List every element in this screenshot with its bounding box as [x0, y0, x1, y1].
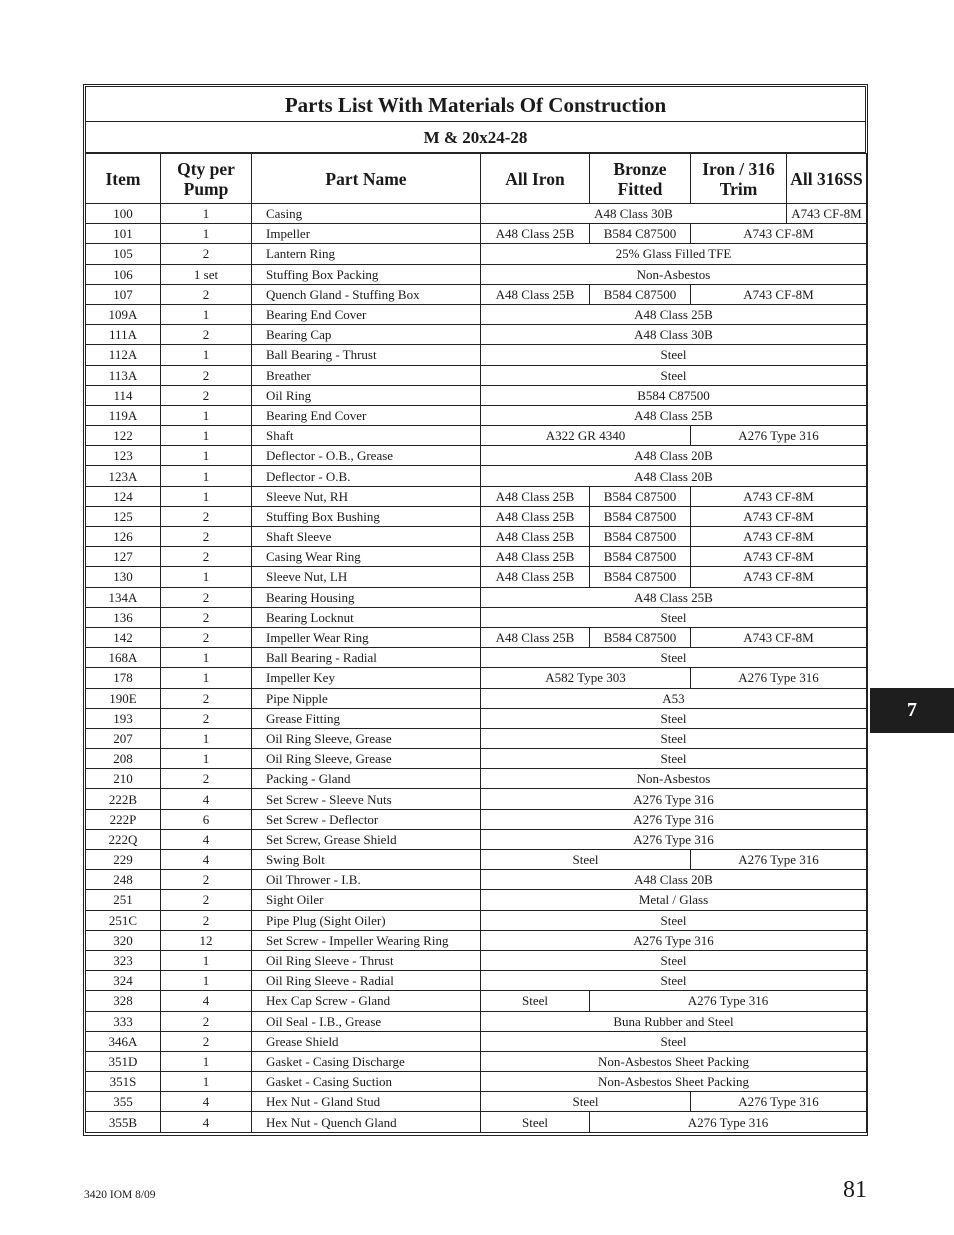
item-cell: 248 [86, 870, 161, 890]
item-cell: 136 [86, 607, 161, 627]
part-name-cell: Bearing Housing [252, 587, 481, 607]
part-name-cell: Breather [252, 365, 481, 385]
qty-cell: 2 [161, 607, 252, 627]
part-name-cell: Impeller [252, 224, 481, 244]
material-cell: A276 Type 316 [691, 668, 867, 688]
part-name-cell: Ball Bearing - Thrust [252, 345, 481, 365]
table-row [86, 527, 867, 547]
part-name-cell: Shaft Sleeve [252, 527, 481, 547]
item-cell: 134A [86, 587, 161, 607]
qty-cell: 1 [161, 1072, 252, 1092]
item-cell: 109A [86, 304, 161, 324]
qty-cell: 1 [161, 486, 252, 506]
part-name-cell: Pipe Plug (Sight Oiler) [252, 910, 481, 930]
material-cell: B584 C87500 [590, 527, 691, 547]
part-name-cell: Impeller Key [252, 668, 481, 688]
table-row [86, 769, 867, 789]
material-cell: A48 Class 20B [481, 870, 867, 890]
part-name-cell: Hex Nut - Quench Gland [252, 1112, 481, 1132]
table-row [86, 345, 867, 365]
material-cell: Steel [481, 365, 867, 385]
part-name-cell: Packing - Gland [252, 769, 481, 789]
part-name-cell: Bearing End Cover [252, 405, 481, 425]
material-cell: B584 C87500 [590, 627, 691, 647]
item-cell: 168A [86, 648, 161, 668]
item-cell: 222Q [86, 829, 161, 849]
table-row [86, 668, 867, 688]
item-cell: 123A [86, 466, 161, 486]
part-name-cell: Sight Oiler [252, 890, 481, 910]
material-cell: A48 Class 25B [481, 506, 590, 526]
material-cell: Steel [481, 1092, 691, 1112]
item-cell: 113A [86, 365, 161, 385]
part-name-cell: Stuffing Box Bushing [252, 506, 481, 526]
table-row [86, 910, 867, 930]
material-cell: A48 Class 25B [481, 486, 590, 506]
material-cell: A276 Type 316 [481, 789, 867, 809]
table-row [86, 587, 867, 607]
part-name-cell: Oil Ring Sleeve, Grease [252, 749, 481, 769]
material-cell: Steel [481, 708, 867, 728]
item-cell: 114 [86, 385, 161, 405]
qty-cell: 1 [161, 204, 252, 224]
table-row [86, 627, 867, 647]
header-qty-line1: Qty per [177, 158, 235, 179]
qty-cell: 4 [161, 1112, 252, 1132]
material-cell: A276 Type 316 [590, 991, 867, 1011]
material-cell: A48 Class 25B [481, 224, 590, 244]
table-row [86, 466, 867, 486]
qty-cell: 2 [161, 547, 252, 567]
material-cell: A276 Type 316 [691, 1092, 867, 1112]
item-cell: 229 [86, 850, 161, 870]
item-cell: 251 [86, 890, 161, 910]
item-cell: 122 [86, 426, 161, 446]
material-cell: B584 C87500 [481, 385, 867, 405]
table-row [86, 506, 867, 526]
table-row [86, 1112, 867, 1132]
item-cell: 351D [86, 1051, 161, 1071]
table-row [86, 264, 867, 284]
material-cell: B584 C87500 [590, 506, 691, 526]
table-row [86, 365, 867, 385]
header-bronze-line2: Fitted [617, 178, 663, 199]
qty-cell: 2 [161, 870, 252, 890]
material-cell: B584 C87500 [590, 486, 691, 506]
material-cell: A743 CF-8M [691, 547, 867, 567]
material-cell: A53 [481, 688, 867, 708]
material-cell: A48 Class 25B [481, 567, 590, 587]
part-name-cell: Deflector - O.B., Grease [252, 446, 481, 466]
part-name-cell: Lantern Ring [252, 244, 481, 264]
table-row [86, 486, 867, 506]
qty-cell: 2 [161, 627, 252, 647]
item-cell: 210 [86, 769, 161, 789]
qty-cell: 4 [161, 1092, 252, 1112]
material-cell: Steel [481, 971, 867, 991]
part-name-cell: Deflector - O.B. [252, 466, 481, 486]
qty-cell: 2 [161, 284, 252, 304]
part-name-cell: Oil Ring [252, 385, 481, 405]
part-name-cell: Impeller Wear Ring [252, 627, 481, 647]
material-cell: A582 Type 303 [481, 668, 691, 688]
item-cell: 127 [86, 547, 161, 567]
table-row [86, 1072, 867, 1092]
part-name-cell: Set Screw - Sleeve Nuts [252, 789, 481, 809]
item-cell: 101 [86, 224, 161, 244]
part-name-cell: Bearing End Cover [252, 304, 481, 324]
qty-cell: 1 set [161, 264, 252, 284]
table-row [86, 749, 867, 769]
part-name-cell: Hex Nut - Gland Stud [252, 1092, 481, 1112]
item-cell: 208 [86, 749, 161, 769]
table-row [86, 1092, 867, 1112]
qty-cell: 2 [161, 527, 252, 547]
material-cell: A743 CF-8M [691, 527, 867, 547]
material-cell: A48 Class 25B [481, 304, 867, 324]
material-cell: Steel [481, 991, 590, 1011]
header-qty-line2: Pump [183, 178, 229, 199]
material-cell: A48 Class 25B [481, 627, 590, 647]
qty-cell: 2 [161, 325, 252, 345]
qty-cell: 1 [161, 1051, 252, 1071]
qty-cell: 4 [161, 991, 252, 1011]
part-name-cell: Ball Bearing - Radial [252, 648, 481, 668]
material-cell: Steel [481, 1031, 867, 1051]
model-subtitle: M & 20x24-28 [85, 122, 866, 153]
qty-cell: 2 [161, 244, 252, 264]
item-cell: 320 [86, 930, 161, 950]
item-cell: 124 [86, 486, 161, 506]
table-row [86, 567, 867, 587]
header-row [86, 154, 867, 204]
material-cell: A48 Class 25B [481, 284, 590, 304]
material-cell: A276 Type 316 [481, 809, 867, 829]
table-row [86, 728, 867, 748]
qty-cell: 4 [161, 829, 252, 849]
item-cell: 123 [86, 446, 161, 466]
table-row [86, 426, 867, 446]
header-part-name: Part Name [252, 154, 481, 204]
item-cell: 105 [86, 244, 161, 264]
material-cell: Steel [481, 749, 867, 769]
part-name-cell: Oil Ring Sleeve - Radial [252, 971, 481, 991]
part-name-cell: Set Screw - Impeller Wearing Ring [252, 930, 481, 950]
qty-cell: 1 [161, 345, 252, 365]
qty-cell: 1 [161, 466, 252, 486]
item-cell: 193 [86, 708, 161, 728]
material-cell: A48 Class 25B [481, 547, 590, 567]
table-row [86, 1011, 867, 1031]
table-row [86, 607, 867, 627]
table-row [86, 304, 867, 324]
material-cell: 25% Glass Filled TFE [481, 244, 867, 264]
part-name-cell: Bearing Locknut [252, 607, 481, 627]
table-row [86, 708, 867, 728]
item-cell: 323 [86, 950, 161, 970]
table-row [86, 991, 867, 1011]
part-name-cell: Sleeve Nut, RH [252, 486, 481, 506]
item-cell: 112A [86, 345, 161, 365]
material-cell: Non-Asbestos [481, 769, 867, 789]
material-cell: Non-Asbestos Sheet Packing [481, 1051, 867, 1071]
part-name-cell: Oil Ring Sleeve - Thrust [252, 950, 481, 970]
material-cell: Steel [481, 728, 867, 748]
material-cell: A743 CF-8M [691, 224, 867, 244]
header-all-iron: All Iron [481, 154, 590, 204]
item-cell: 333 [86, 1011, 161, 1031]
material-cell: Non-Asbestos Sheet Packing [481, 1072, 867, 1092]
header-item: Item [86, 154, 161, 204]
page-title: Parts List With Materials Of Construction [85, 86, 866, 122]
material-cell: A48 Class 20B [481, 466, 867, 486]
qty-cell: 1 [161, 971, 252, 991]
qty-cell: 1 [161, 446, 252, 466]
item-cell: 351S [86, 1072, 161, 1092]
material-cell: Metal / Glass [481, 890, 867, 910]
part-name-cell: Oil Thrower - I.B. [252, 870, 481, 890]
qty-cell: 1 [161, 304, 252, 324]
item-cell: 222B [86, 789, 161, 809]
material-cell: A743 CF-8M [691, 506, 867, 526]
material-cell: A743 CF-8M [691, 627, 867, 647]
material-cell: A276 Type 316 [691, 426, 867, 446]
qty-cell: 1 [161, 426, 252, 446]
material-cell: Steel [481, 1112, 590, 1132]
part-name-cell: Stuffing Box Packing [252, 264, 481, 284]
material-cell: A276 Type 316 [481, 829, 867, 849]
item-cell: 119A [86, 405, 161, 425]
part-name-cell: Pipe Nipple [252, 688, 481, 708]
material-cell: B584 C87500 [590, 567, 691, 587]
item-cell: 142 [86, 627, 161, 647]
table-row [86, 688, 867, 708]
table-row [86, 446, 867, 466]
qty-cell: 2 [161, 708, 252, 728]
header-bronze-fitted [590, 154, 691, 204]
material-cell: A743 CF-8M [787, 204, 867, 224]
item-cell: 100 [86, 204, 161, 224]
material-cell: Steel [481, 950, 867, 970]
table-row [86, 1031, 867, 1051]
section-tab[interactable]: 7 [870, 688, 954, 733]
header-iron-316-trim [691, 154, 787, 204]
qty-cell: 2 [161, 1011, 252, 1031]
table-row [86, 930, 867, 950]
qty-cell: 1 [161, 950, 252, 970]
part-name-cell: Gasket - Casing Discharge [252, 1051, 481, 1071]
part-name-cell: Grease Shield [252, 1031, 481, 1051]
qty-cell: 1 [161, 648, 252, 668]
footer-doc-ref: 3420 IOM 8/09 [84, 1189, 156, 1201]
page-number: 81 [843, 1177, 867, 1203]
item-cell: 130 [86, 567, 161, 587]
part-name-cell: Oil Seal - I.B., Grease [252, 1011, 481, 1031]
table-row [86, 829, 867, 849]
part-name-cell: Casing [252, 204, 481, 224]
table-row [86, 224, 867, 244]
qty-cell: 4 [161, 850, 252, 870]
table-row [86, 648, 867, 668]
material-cell: A276 Type 316 [590, 1112, 867, 1132]
qty-cell: 2 [161, 506, 252, 526]
table-row [86, 204, 867, 224]
material-cell: Steel [481, 345, 867, 365]
item-cell: 207 [86, 728, 161, 748]
part-name-cell: Gasket - Casing Suction [252, 1072, 481, 1092]
material-cell: B584 C87500 [590, 224, 691, 244]
material-cell: B584 C87500 [590, 547, 691, 567]
item-cell: 324 [86, 971, 161, 991]
material-cell: A276 Type 316 [481, 930, 867, 950]
material-cell: A48 Class 25B [481, 587, 867, 607]
qty-cell: 2 [161, 910, 252, 930]
table-row [86, 789, 867, 809]
qty-cell: 2 [161, 688, 252, 708]
qty-cell: 2 [161, 769, 252, 789]
table-row [86, 890, 867, 910]
part-name-cell: Hex Cap Screw - Gland [252, 991, 481, 1011]
part-name-cell: Grease Fitting [252, 708, 481, 728]
material-cell: A48 Class 30B [481, 204, 787, 224]
item-cell: 107 [86, 284, 161, 304]
material-cell: Steel [481, 648, 867, 668]
qty-cell: 1 [161, 567, 252, 587]
item-cell: 178 [86, 668, 161, 688]
qty-cell: 4 [161, 789, 252, 809]
material-cell: A48 Class 25B [481, 527, 590, 547]
table-row [86, 971, 867, 991]
qty-cell: 2 [161, 1031, 252, 1051]
item-cell: 251C [86, 910, 161, 930]
item-cell: 355B [86, 1112, 161, 1132]
item-cell: 328 [86, 991, 161, 1011]
table-row [86, 284, 867, 304]
part-name-cell: Bearing Cap [252, 325, 481, 345]
item-cell: 106 [86, 264, 161, 284]
item-cell: 125 [86, 506, 161, 526]
table-row [86, 385, 867, 405]
material-cell: A48 Class 25B [481, 405, 867, 425]
part-name-cell: Oil Ring Sleeve, Grease [252, 728, 481, 748]
qty-cell: 2 [161, 385, 252, 405]
part-name-cell: Quench Gland - Stuffing Box [252, 284, 481, 304]
table-row [86, 870, 867, 890]
material-cell: A743 CF-8M [691, 284, 867, 304]
part-name-cell: Set Screw, Grease Shield [252, 829, 481, 849]
table-row [86, 244, 867, 264]
item-cell: 355 [86, 1092, 161, 1112]
item-cell: 190E [86, 688, 161, 708]
material-cell: Buna Rubber and Steel [481, 1011, 867, 1031]
qty-cell: 2 [161, 365, 252, 385]
material-cell: B584 C87500 [590, 284, 691, 304]
material-cell: A322 GR 4340 [481, 426, 691, 446]
material-cell: A743 CF-8M [691, 486, 867, 506]
material-cell: Steel [481, 850, 691, 870]
part-name-cell: Sleeve Nut, LH [252, 567, 481, 587]
material-cell: A48 Class 30B [481, 325, 867, 345]
header-all-316ss: All 316SS [787, 154, 867, 204]
table-row [86, 809, 867, 829]
material-cell: Steel [481, 607, 867, 627]
parts-table [85, 153, 867, 1133]
qty-cell: 1 [161, 728, 252, 748]
part-name-cell: Casing Wear Ring [252, 547, 481, 567]
header-iron316-line1: Iron / 316 [702, 158, 775, 179]
qty-cell: 2 [161, 890, 252, 910]
item-cell: 111A [86, 325, 161, 345]
item-cell: 346A [86, 1031, 161, 1051]
part-name-cell: Shaft [252, 426, 481, 446]
qty-cell: 2 [161, 587, 252, 607]
qty-cell: 6 [161, 809, 252, 829]
table-row [86, 1051, 867, 1071]
item-cell: 126 [86, 527, 161, 547]
table-row [86, 850, 867, 870]
item-cell: 222P [86, 809, 161, 829]
material-cell: A48 Class 20B [481, 446, 867, 466]
qty-cell: 1 [161, 749, 252, 769]
qty-cell: 1 [161, 405, 252, 425]
table-row [86, 950, 867, 970]
qty-cell: 1 [161, 224, 252, 244]
part-name-cell: Set Screw - Deflector [252, 809, 481, 829]
material-cell: A276 Type 316 [691, 850, 867, 870]
qty-cell: 1 [161, 668, 252, 688]
header-bronze-line1: Bronze [613, 158, 667, 179]
table-row [86, 547, 867, 567]
material-cell: Steel [481, 910, 867, 930]
part-name-cell: Swing Bolt [252, 850, 481, 870]
table-row [86, 325, 867, 345]
table-row [86, 405, 867, 425]
qty-cell: 12 [161, 930, 252, 950]
header-qty [161, 154, 252, 204]
material-cell: A743 CF-8M [691, 567, 867, 587]
header-iron316-line2: Trim [719, 178, 758, 199]
material-cell: Non-Asbestos [481, 264, 867, 284]
parts-table-body [86, 204, 867, 1133]
